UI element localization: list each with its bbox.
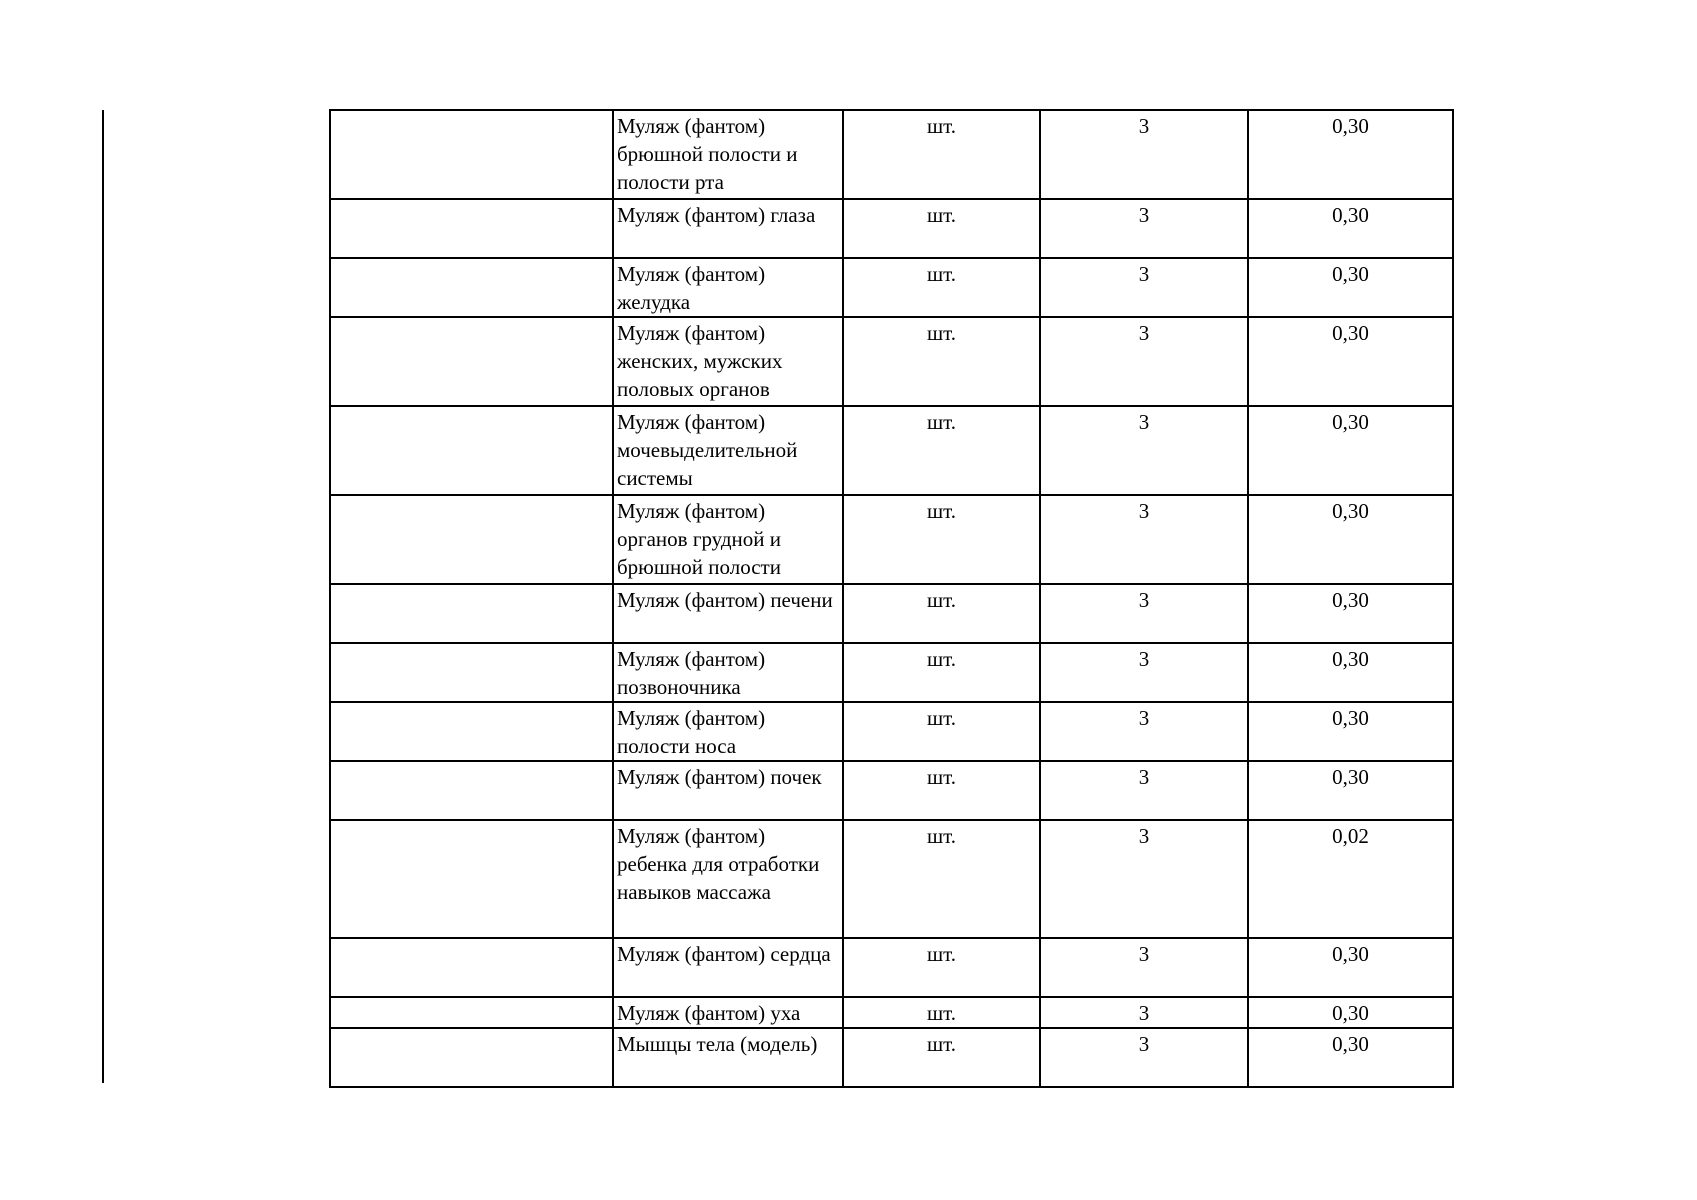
quantity-cell: 3 <box>1040 761 1248 820</box>
quantity-cell: 3 <box>1040 495 1248 584</box>
item-name-cell: Муляж (фантом) сердца <box>613 938 843 997</box>
table-row <box>330 761 1453 820</box>
table-row <box>330 110 1453 199</box>
empty-cell <box>330 820 613 938</box>
quantity-cell: 3 <box>1040 938 1248 997</box>
unit-cell: шт. <box>843 761 1040 820</box>
table-row <box>330 938 1453 997</box>
norm-cell: 0,30 <box>1248 584 1453 643</box>
item-name-cell: Муляж (фантом) полости носа <box>613 702 843 761</box>
table-row <box>330 406 1453 495</box>
quantity-cell: 3 <box>1040 1028 1248 1087</box>
norm-cell: 0,30 <box>1248 495 1453 584</box>
unit-cell: шт. <box>843 702 1040 761</box>
unit-cell: шт. <box>843 938 1040 997</box>
empty-cell <box>330 643 613 702</box>
empty-cell <box>330 997 613 1028</box>
empty-cell <box>330 110 613 199</box>
unit-cell: шт. <box>843 997 1040 1028</box>
unit-cell: шт. <box>843 1028 1040 1087</box>
empty-cell <box>330 761 613 820</box>
norm-cell: 0,30 <box>1248 406 1453 495</box>
norm-cell: 0,02 <box>1248 820 1453 938</box>
table-row <box>330 495 1453 584</box>
empty-cell <box>330 1028 613 1087</box>
quantity-cell: 3 <box>1040 317 1248 406</box>
unit-cell: шт. <box>843 584 1040 643</box>
quantity-cell: 3 <box>1040 820 1248 938</box>
quantity-cell: 3 <box>1040 406 1248 495</box>
item-name-cell: Муляж (фантом) желудка <box>613 258 843 317</box>
empty-cell <box>330 317 613 406</box>
table-row <box>330 997 1453 1028</box>
unit-cell: шт. <box>843 495 1040 584</box>
empty-cell <box>330 199 613 258</box>
table-row <box>330 199 1453 258</box>
empty-cell <box>330 584 613 643</box>
item-name-cell: Муляж (фантом) печени <box>613 584 843 643</box>
unit-cell: шт. <box>843 820 1040 938</box>
table-row <box>330 702 1453 761</box>
page-margin-line <box>102 110 104 1083</box>
equipment-table <box>329 109 1454 1088</box>
item-name-cell: Муляж (фантом) глаза <box>613 199 843 258</box>
norm-cell: 0,30 <box>1248 110 1453 199</box>
unit-cell: шт. <box>843 258 1040 317</box>
table-row <box>330 643 1453 702</box>
norm-cell: 0,30 <box>1248 258 1453 317</box>
unit-cell: шт. <box>843 199 1040 258</box>
item-name-cell: Муляж (фантом) почек <box>613 761 843 820</box>
item-name-cell: Муляж (фантом) ребенка для отработки навыков массажа <box>613 820 843 938</box>
norm-cell: 0,30 <box>1248 761 1453 820</box>
quantity-cell: 3 <box>1040 702 1248 761</box>
norm-cell: 0,30 <box>1248 702 1453 761</box>
unit-cell: шт. <box>843 643 1040 702</box>
table-row <box>330 258 1453 317</box>
norm-cell: 0,30 <box>1248 317 1453 406</box>
unit-cell: шт. <box>843 406 1040 495</box>
item-name-cell: Муляж (фантом) органов грудной и брюшной полости <box>613 495 843 584</box>
quantity-cell: 3 <box>1040 258 1248 317</box>
quantity-cell: 3 <box>1040 110 1248 199</box>
item-name-cell: Муляж (фантом) брюшной полости и полости рта <box>613 110 843 199</box>
empty-cell <box>330 258 613 317</box>
norm-cell: 0,30 <box>1248 997 1453 1028</box>
item-name-cell: Мышцы тела (модель) <box>613 1028 843 1087</box>
norm-cell: 0,30 <box>1248 1028 1453 1087</box>
quantity-cell: 3 <box>1040 199 1248 258</box>
norm-cell: 0,30 <box>1248 938 1453 997</box>
item-name-cell: Муляж (фантом) женских, мужских половых органов <box>613 317 843 406</box>
empty-cell <box>330 406 613 495</box>
norm-cell: 0,30 <box>1248 643 1453 702</box>
table-row <box>330 584 1453 643</box>
empty-cell <box>330 702 613 761</box>
quantity-cell: 3 <box>1040 584 1248 643</box>
item-name-cell: Муляж (фантом) мочевыделительной системы <box>613 406 843 495</box>
quantity-cell: 3 <box>1040 643 1248 702</box>
empty-cell <box>330 938 613 997</box>
table-row <box>330 820 1453 938</box>
unit-cell: шт. <box>843 110 1040 199</box>
empty-cell <box>330 495 613 584</box>
quantity-cell: 3 <box>1040 997 1248 1028</box>
table-row <box>330 1028 1453 1087</box>
item-name-cell: Муляж (фантом) уха <box>613 997 843 1028</box>
unit-cell: шт. <box>843 317 1040 406</box>
item-name-cell: Муляж (фантом) позвоночника <box>613 643 843 702</box>
table-row <box>330 317 1453 406</box>
norm-cell: 0,30 <box>1248 199 1453 258</box>
